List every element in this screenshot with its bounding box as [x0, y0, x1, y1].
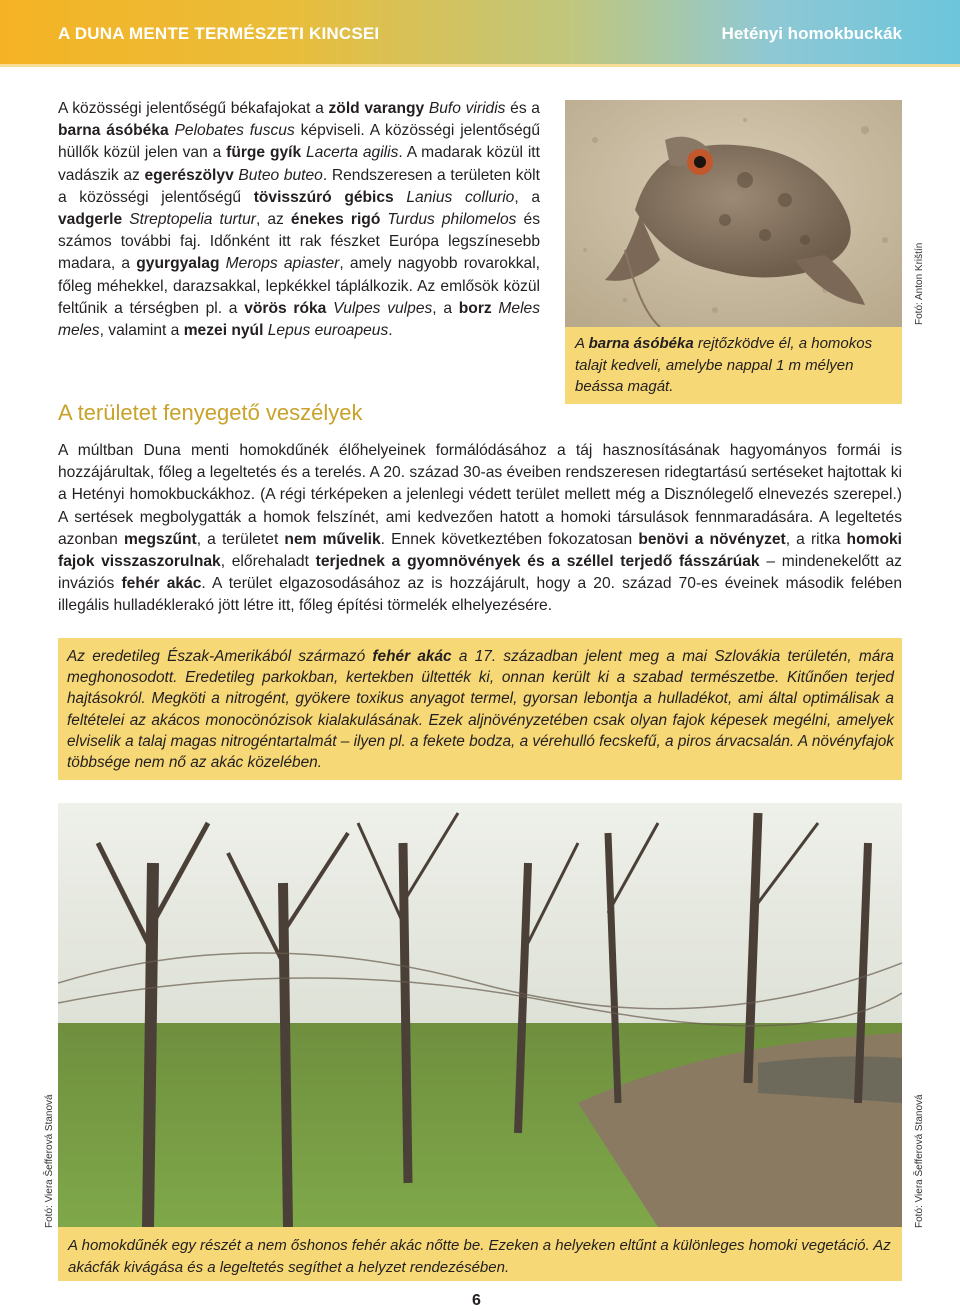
header-divider: [0, 64, 960, 67]
forest-photo-credit-left: Fotó: Viera Šefferová Stanová: [44, 1094, 55, 1228]
acacia-info-text: Az eredetileg Észak-Amerikából származó fehér akác a 17. században jelent meg a mai Szlovákia területén, mára meghonosodott. Eredetileg parkokban, kertekben ültették ki, onnan került ki a szabad természetbe. Kitűnően terjed hajtásokról. Megköti a nitrogént, gyökere toxikus anyagot termel, gyorsan lebontja a hulladékot, ami által optimálisak a feltételei az akácos monocönózisok kialakulásának. Ezek aljnövényzetében csak olyan fajok képesek megélni, amelyek elviselik a talaj magas nitrogéntartalmát – ilyen pl. a fekete bodza, a vérehulló fecskefű, a piros árvacsalán. A növényfajok többsége nem nő az akác közelében.: [67, 648, 894, 772]
forest-photo: [58, 803, 902, 1227]
threats-paragraph: A múltban Duna menti homokdűnék élőhelyeinek formálódásához a táj hasznosításának hagyományos formái is hozzájárultak, főleg a legeltetés és a terelés. A 20. század 30-as éveiben rendszeresen ridegtartású sertéseket hajtottak ki a Hetényi homokbuckákhoz. (A régi térképeken a jelenlegi védett terület mellett még a Disznólegelő elnevezés szerepel.) A sertések megbolygatták a homok felszínét, ami kedvezően hatott a homoki társulások fennmaradására. A legeltetés azonban megszűnt, a területet nem művelik. Ennek következtében fokozatosan benövi a növényzet, a ritka homoki fajok visszaszorulnak, előrehaladt terjednek a gyomnövények és a széllel terjedő fásszárúak – mindenekelőtt az inváziós fehér akác. A terület elgazosodásához az is hozzájárult, hogy a 20. század 70-es éveinek második felében illegális hulladéklerakó jött létre itt, főleg építési törmelék elhelyezésére.: [58, 442, 902, 615]
page-header: [0, 0, 960, 64]
page-number: 6: [472, 1292, 481, 1309]
forest-caption: A homokdűnék egy részét a nem őshonos fehér akác nőtte be. Ezeken a helyeken eltűnt a különleges homoki vegetáció. Az akácfák kivágása és a legeltetés segíthet a helyzet rendezésében.: [68, 1237, 891, 1276]
section-title: A területet fenyegető veszélyek: [58, 400, 363, 425]
acacia-forest-image: [58, 803, 902, 1227]
header-series-title: A DUNA MENTE TERMÉSZETI KINCSEI: [58, 24, 380, 43]
frog-photo: [565, 100, 902, 327]
intro-paragraph: A közösségi jelentőségű békafajokat a zöld varangy Bufo viridis és a barna ásóbéka Pelobates fuscus képviseli. A közösségi jelentőségű hüllők közül jelen van a fürge gyík Lacerta agilis. A madarak közül itt vadászik az egerészölyv Buteo buteo. Rendszeresen a területen költ a közösségi jelentőségű tövisszúró gébics Lanius collurio, a vadgerle Streptopelia turtur, az énekes rigó Turdus philomelos és számos további faj. Időnként itt rak fészket Európa legszínesebb madara, a gyurgyalag Merops apiaster, amely nagyobb rovarokkal, főleg méhekkel, darazsakkal, lepkékkel táplálkozik. Az emlősök közül feltűnik a térségben pl. a vörös róka Vulpes vulpes, a borz Meles meles, valamint a mezei nyúl Lepus euroapeus.: [58, 100, 541, 340]
frog-photo-credit: Fotó: Anton Krištín: [914, 242, 925, 325]
header-chapter-title: Hetényi homokbuckák: [721, 24, 902, 43]
spadefoot-toad-image: [565, 100, 902, 327]
forest-photo-credit-right: Fotó: Viera Šefferová Stanová: [914, 1094, 925, 1228]
frog-caption: A barna ásóbéka rejtőzködve él, a homokos talajt kedveli, amelybe nappal 1 m mélyen beássa magát.: [575, 335, 873, 395]
